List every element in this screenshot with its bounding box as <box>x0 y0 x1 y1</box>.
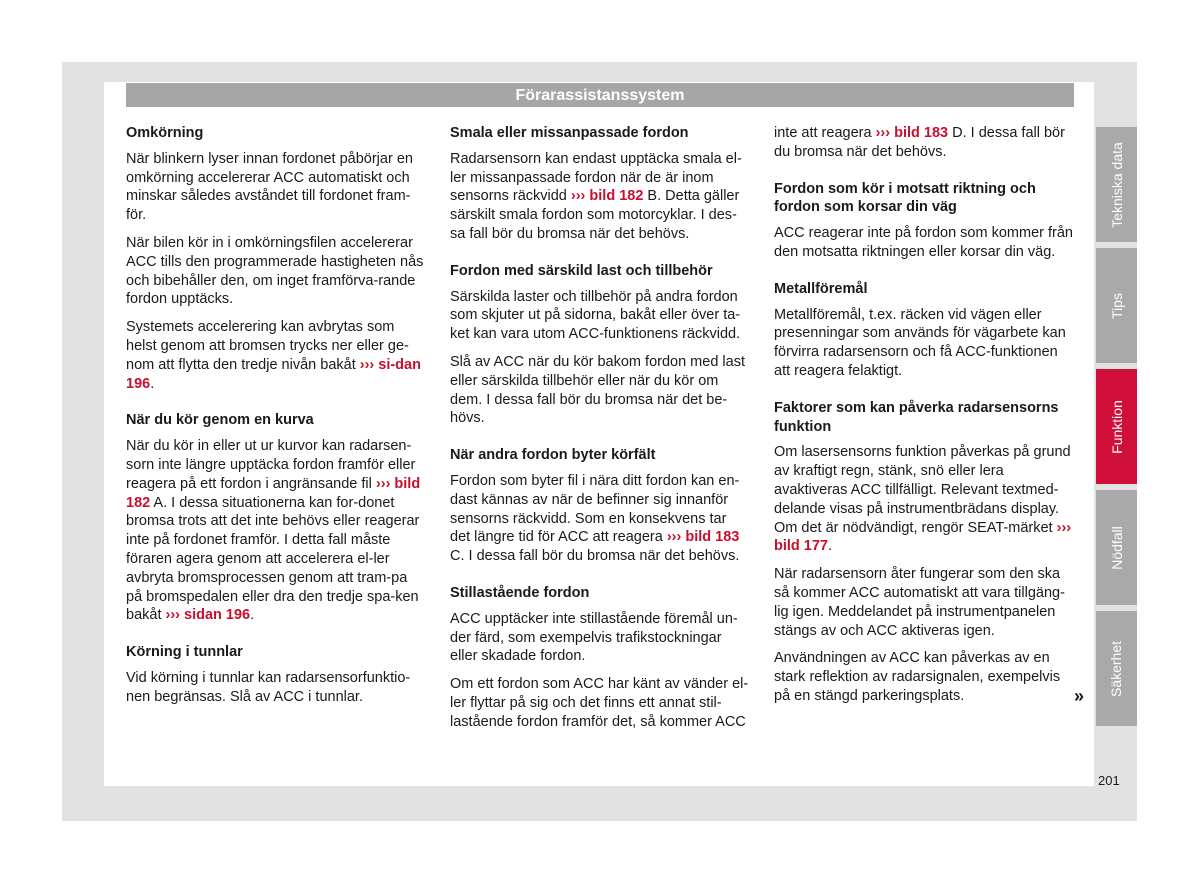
figure-reference-link[interactable]: ››› bild 183 <box>666 529 740 546</box>
tab-tekniska-data[interactable] <box>1096 127 1137 242</box>
paragraph: Vid körning i tunnlar kan radarsensorfunktio-nen begränsas. Slå av ACC i tunnlar. <box>126 669 411 705</box>
paragraph-text: . <box>250 607 255 624</box>
section-heading: När andra fordon byter körfält <box>450 447 656 464</box>
section-heading: Smala eller missanpassade fordon <box>450 125 689 141</box>
paragraph <box>126 318 426 393</box>
paragraph: Om ett fordon som ACC har känt av vänder el-ler flyttar på sig och det finns ett annat stil-lastående fordon framför det, så kommer ACC <box>450 676 749 730</box>
section-heading: Fordon som kör i motsatt riktning och fordon som korsar din väg <box>774 180 1036 216</box>
page-reference-link[interactable]: ››› sidan 196 <box>165 607 251 624</box>
section-curve <box>126 411 426 625</box>
section-metal-objects <box>774 280 1074 381</box>
paragraph: När bilen kör in i omkörningsfilen accelererar ACC tills den programmerade hastigheten nås och bibehåller den, om inget framförva-rande fordon upptäcks. <box>126 234 424 308</box>
paragraph: ACC reagerar inte på fordon som kommer från den motsatta riktningen eller korsar din väg. <box>774 225 1073 260</box>
paragraph: När blinkern lyser innan fordonet påbörjar en omkörning accelererar ACC automatiskt och minskar således avståndet till fordonet fram-för. <box>126 150 413 224</box>
tab-nodfall[interactable] <box>1096 490 1137 605</box>
section-heading: Körning i tunnlar <box>126 644 243 661</box>
section-lane-change <box>450 446 750 566</box>
paragraph: Metallföremål, t.ex. räcken vid vägen eller presenningar som används för vägarbete kan förvirra radarsensorn och få ACC-funktionen att reagera felaktigt. <box>774 306 1066 379</box>
paragraph-text: När du kör in eller ut ur kurvor kan radarsen-sorn inte längre upptäcka fordon framför eller reagera på ett fordon i angränsande fil <box>126 438 416 492</box>
section-narrow-vehicles <box>450 124 750 244</box>
paragraph <box>774 443 1074 556</box>
section-tunnels <box>126 643 426 706</box>
paragraph: ACC upptäcker inte stillastående föremål un-der färd, som exempelvis trafikstockningar eller skadade fordon. <box>450 610 738 665</box>
figure-reference-link[interactable]: ››› bild 177 <box>774 519 1072 555</box>
tab-funktion[interactable] <box>1096 369 1137 484</box>
section-heading: Stillastående fordon <box>450 584 590 601</box>
paragraph <box>126 437 426 625</box>
section-radar-factors <box>774 399 1074 706</box>
tab-tips[interactable] <box>1096 248 1137 363</box>
paragraph: När radarsensorn åter fungerar som den ska så kommer ACC automatiskt att vara tillgäng-lig igen. Meddelandet på instrumentpanelen stängs av och ACC aktiveras igen. <box>774 566 1065 639</box>
section-heading: När du kör genom en kurva <box>126 412 314 429</box>
tab-label: Nödfall <box>1108 525 1125 570</box>
page-number: 201 <box>1098 773 1120 788</box>
chapter-header: Förarassistanssystem <box>126 83 1074 107</box>
figure-reference-link[interactable]: ››› bild 182 <box>126 475 421 511</box>
paragraph-text: B. Detta gäller särskilt smala fordon som motorcyklar. I des-sa fall bör du bromsa när det behövs. <box>450 188 740 242</box>
section-overtaking <box>126 124 426 393</box>
column-2 <box>450 124 750 741</box>
paragraph: Användningen av ACC kan påverkas av en stark reflektion av radarsignalen, exempelvis på en stängd parkeringsplats. <box>774 650 1061 704</box>
section-special-loads <box>450 262 750 428</box>
continue-marker: » <box>1074 686 1085 706</box>
paragraph <box>774 124 1074 162</box>
paragraph <box>450 472 750 566</box>
paragraph: Slå av ACC när du kör bakom fordon med last eller särskilda tillbehör eller när du kör om dem. I dessa fall bör du bromsa när det be-hövs. <box>450 353 745 427</box>
tab-label: Säkerhet <box>1108 640 1125 697</box>
paragraph-text: D. I dessa fall bör du bromsa när det behövs. <box>774 125 1065 160</box>
paragraph-text: . <box>828 538 833 555</box>
column-3 <box>774 124 1074 715</box>
section-stationary-vehicles <box>450 584 750 732</box>
section-heading: Fordon med särskild last och tillbehör <box>450 262 713 279</box>
paragraph-text: Systemets accelerering kan avbrytas som helst genom att bromsen trycks ner eller ge-nom att flytta den tredje nivån bakåt <box>126 319 409 373</box>
paragraph: Särskilda laster och tillbehör på andra fordon som skjuter ut på sidorna, bakåt eller över ta-ket kan vara utom ACC-funktionens räckvidd. <box>450 288 741 343</box>
paragraph-text: C. I dessa fall bör du bromsa när det behövs. <box>450 548 740 565</box>
paragraph <box>450 150 750 244</box>
paragraph-text: inte att reagera <box>774 125 876 141</box>
tab-label: Funktion <box>1108 399 1125 454</box>
tab-sakerhet[interactable] <box>1096 611 1137 726</box>
section-heading: Omkörning <box>126 125 204 141</box>
figure-reference-link[interactable]: ››› bild 183 <box>875 125 949 141</box>
paragraph-text: . <box>150 375 155 392</box>
column-1 <box>126 124 426 716</box>
paragraph-text: Fordon som byter fil i nära ditt fordon kan en-dast kännas av när de befinner sig innanför sensorns räckvidd. Som en konsekvens tar det längre tid för ACC att reagera <box>450 472 740 546</box>
section-heading: Faktorer som kan påverka radarsensorns funktion <box>774 399 1059 435</box>
tab-label: Tips <box>1108 292 1125 319</box>
figure-reference-link[interactable]: ››› bild 182 <box>570 188 644 205</box>
paragraph-text: Radarsensorn kan endast upptäcka smala el-ler missanpassade fordon när de är inom sensorns räckvidd <box>450 150 742 205</box>
section-continued <box>774 124 1074 162</box>
paragraph-text: A. I dessa situationerna kan for-donet bromsa trots att det inte behövs eller reagerar inte på fordonet framför. I detta fall måste föraren agera genom att accelerera el-ler avbryta bromsprocessen genom att tram-pa på bromspedalen eller dra den tredje spa-ken bakåt <box>126 494 420 624</box>
tab-label: Tekniska data <box>1108 141 1125 228</box>
paragraph-text: Om lasersensorns funktion påverkas på grund av kraftigt regn, stänk, snö eller lera avaktiveras ACC tillfälligt. Relevant textmed-delande visas på instrumentbrädans display. Om det är nödvändigt, rengör SEAT-märket <box>774 444 1071 536</box>
page-reference-link[interactable]: ››› si-dan 196 <box>126 356 421 392</box>
section-oncoming-vehicles <box>774 180 1074 262</box>
section-heading: Metallföremål <box>774 280 868 297</box>
